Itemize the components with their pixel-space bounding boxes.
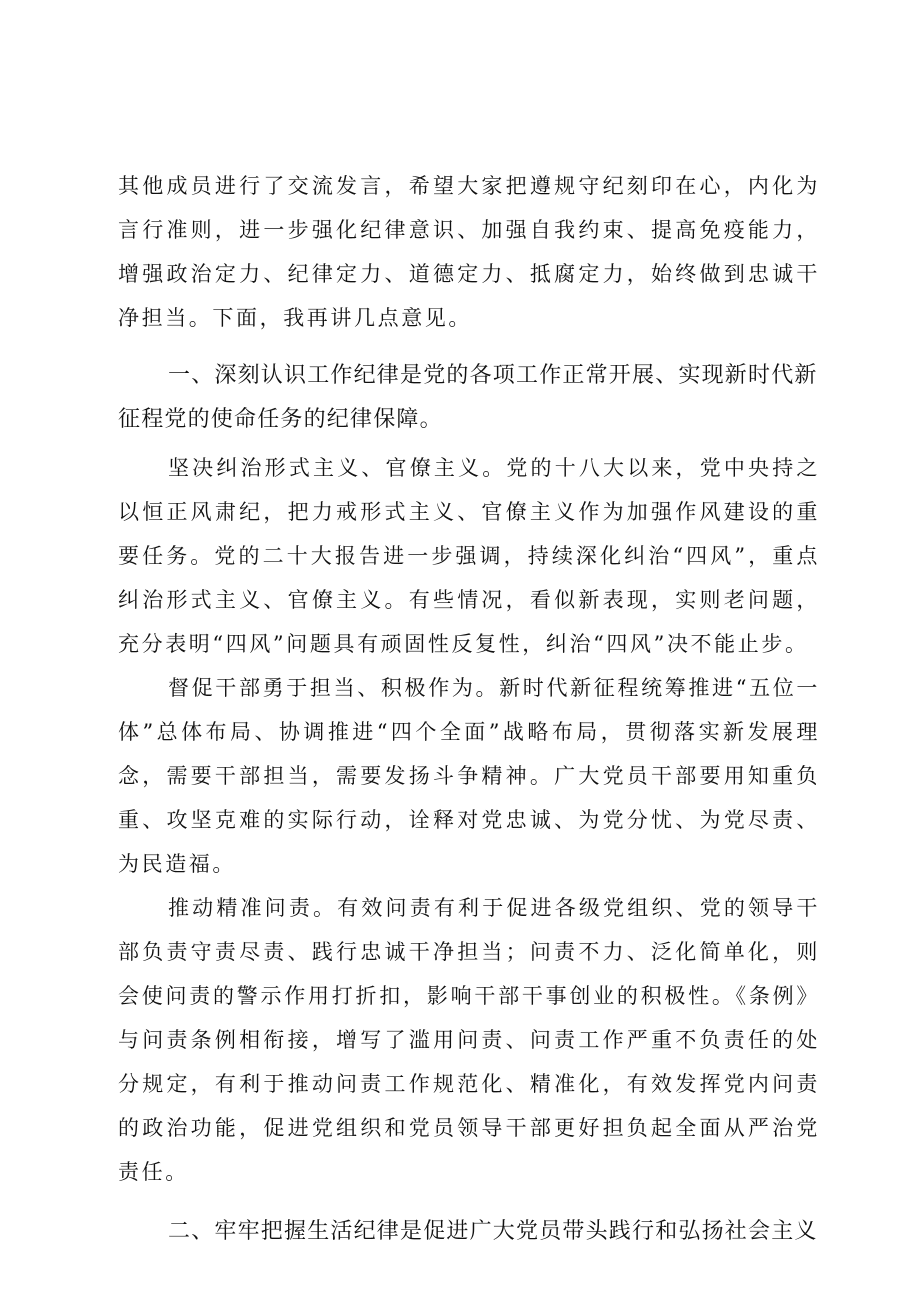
section-heading-2: 二、牢牢把握生活纪律是促进广大党员带头践行和弘扬社会主义: [168, 1219, 818, 1244]
document-body: [118, 164, 820, 1254]
paragraph-intro-continuation: 其他成员进行了交流发言，希望大家把遵规守纪刻印在心，内化为言行准则，进一步强化纪律意识、加强自我约束、提高免疫能力，增强政治定力、纪律定力、道德定力、抵腐定力，始终做到忠诚干净担当。下面，我再讲几点意见。: [118, 174, 820, 330]
paragraph-accountability: 推动精准问责。有效问责有利于促进各级党组织、党的领导干部负责守责尽责、践行忠诚干净担当；问责不力、泛化简单化，则会使问责的警示作用打折扣，影响干部干事创业的积极性。《条例》与问责条例相衔接，增写了滥用问责、问责工作严重不负责任的处分规定，有利于推动问责工作规范化、精准化，有效发挥党内问责的政治功能，促进党组织和党员领导干部更好担负起全面从严治党责任。: [118, 896, 820, 1184]
paragraph-cadre-responsibility: 督促干部勇于担当、积极作为。新时代新征程统筹推进“五位一体”总体布局、协调推进“四个全面”战略布局，贯彻落实新发展理念，需要干部担当，需要发扬斗争精神。广大党员干部要用知重负重、攻坚克难的实际行动，诠释对党忠诚、为党分忧、为党尽责、为民造福。: [118, 676, 820, 876]
section-heading-1: 一、深刻认识工作纪律是党的各项工作正常开展、实现新时代新征程党的使命任务的纪律保障。: [118, 363, 818, 432]
paragraph-formalism: 坚决纠治形式主义、官僚主义。党的十八大以来，党中央持之以恒正风肃纪，把力戒形式主义、官僚主义作为加强作风建设的重要任务。党的二十大报告进一步强调，持续深化纠治“四风”，重点纠治形式主义、官僚主义。有些情况，看似新表现，实则老问题，充分表明“四风”问题具有顽固性反复性，纠治“四风”决不能止步。: [118, 456, 821, 656]
